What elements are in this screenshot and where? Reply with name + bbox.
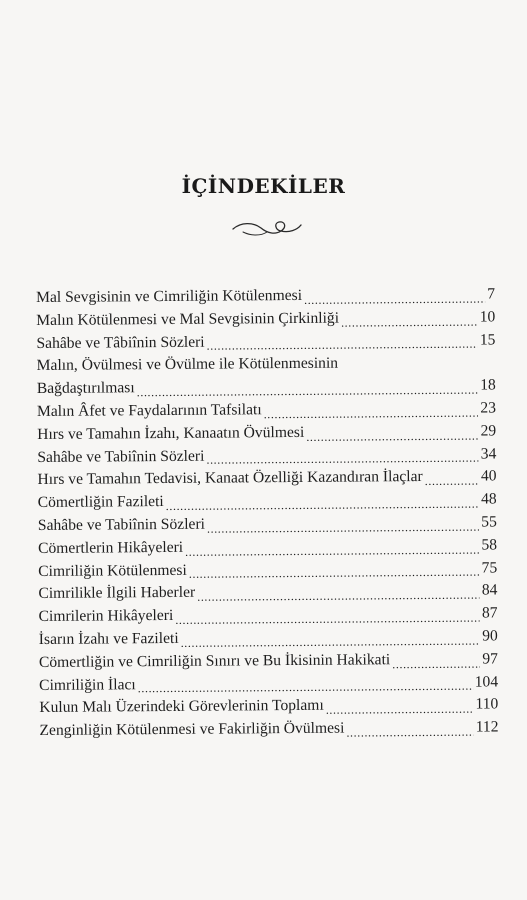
- dot-leader: [181, 625, 481, 650]
- toc-entry-page: 87: [481, 604, 498, 622]
- dot-leader: [185, 534, 480, 559]
- toc-entry-title: İsarın İzahı ve Fazileti: [38, 629, 179, 648]
- toc-entry-title: Cömertliğin Fazileti: [37, 493, 164, 512]
- dot-leader: [392, 648, 480, 671]
- toc-entry-page: 90: [482, 627, 498, 645]
- toc-entry-title: Mal Sevgisinin ve Cimriliğin Kötülenmesi: [36, 286, 303, 306]
- toc-entry-page: 75: [481, 558, 498, 577]
- dot-leader: [326, 694, 474, 718]
- toc-entry-title: Cömertlerin Hikâyeleri: [37, 538, 184, 557]
- dot-leader: [166, 489, 480, 514]
- toc-entry-page: 10: [479, 308, 496, 326]
- toc-entry[interactable]: [39, 717, 498, 743]
- toc-entry-title: Cimrilerin Hikâyeleri: [38, 607, 174, 626]
- dot-leader: [341, 306, 478, 330]
- table-of-contents: [36, 283, 499, 743]
- dot-leader: [189, 557, 480, 582]
- toc-entry-page: 110: [475, 695, 499, 713]
- toc-entry-page: 40: [480, 467, 497, 485]
- page-title: İÇİNDEKİLER: [181, 174, 346, 198]
- toc-entry-page: 23: [480, 399, 497, 417]
- toc-entry-title: Malın Kötülenmesi ve Mal Sevgisinin Çirkinliği: [36, 309, 340, 329]
- toc-entry-title: Kulun Malı Üzerindeki Görevlerinin Toplamı: [39, 697, 324, 717]
- toc-entry-title: Cimriliğin İlacı: [39, 675, 136, 694]
- toc-entry-title: Bağdaştırılması: [36, 379, 135, 398]
- dot-leader: [304, 283, 485, 307]
- toc-entry-page: 55: [481, 513, 497, 531]
- toc-entry-page: 84: [481, 581, 498, 599]
- toc-entry-page: 7: [487, 285, 496, 303]
- dot-leader: [306, 420, 478, 444]
- dot-leader: [207, 329, 478, 354]
- toc-entry[interactable]: [36, 329, 495, 355]
- toc-entry-title: Malın Âfet ve Faydalarının Tafsilatı: [36, 401, 262, 420]
- toc-entry-page: 58: [481, 536, 498, 554]
- dot-leader: [138, 671, 473, 696]
- toc-entry-title: Sahâbe ve Tabiînin Sözleri: [37, 447, 205, 466]
- dot-leader: [425, 466, 479, 489]
- toc-entry-page: 18: [480, 376, 496, 394]
- toc-entry-title: Cimriliğin Kötülenmesi: [38, 561, 187, 580]
- toc-entry-title: Sahâbe ve Tâbiînin Sözleri: [36, 333, 205, 352]
- dot-leader: [206, 443, 478, 468]
- toc-entry-page: 112: [475, 718, 499, 736]
- toc-entry-title: Cömertliğin ve Cimriliğin Sınırı ve Bu İkisinin Hakikati: [38, 650, 391, 671]
- toc-entry-page: 29: [480, 422, 497, 440]
- toc-entry-title: Cimrilikle İlgili Haberler: [38, 584, 196, 603]
- toc-entry-page: 104: [474, 672, 499, 691]
- dot-leader: [207, 511, 479, 536]
- toc-entry-title: Hırs ve Tamahın İzahı, Kanaatın Övülmesi: [37, 423, 305, 443]
- dot-leader: [346, 717, 473, 741]
- toc-entry-title: Zenginliğin Kötülenmesi ve Fakirliğin Övülmesi: [39, 719, 345, 740]
- dot-leader: [264, 398, 479, 422]
- toc-entry-page: 15: [479, 330, 496, 349]
- dot-leader: [137, 375, 479, 400]
- toc-entry-title: Hırs ve Tamahın Tedavisi, Kanaat Özelliği Kazandıran İlaçlar: [37, 468, 423, 489]
- dot-leader: [197, 580, 480, 605]
- toc-entry-title-line1: Malın, Övülmesi ve Övülme ile Kötülenmesinin: [36, 355, 339, 375]
- toc-entry-page: 34: [480, 444, 497, 463]
- ornament-flourish-icon: [231, 218, 303, 240]
- toc-entry-page: 48: [481, 490, 497, 508]
- toc-entry-title: Sahâbe ve Tabiînin Sözleri: [37, 515, 206, 534]
- dot-leader: [175, 603, 480, 628]
- toc-entry-page: 97: [482, 650, 498, 668]
